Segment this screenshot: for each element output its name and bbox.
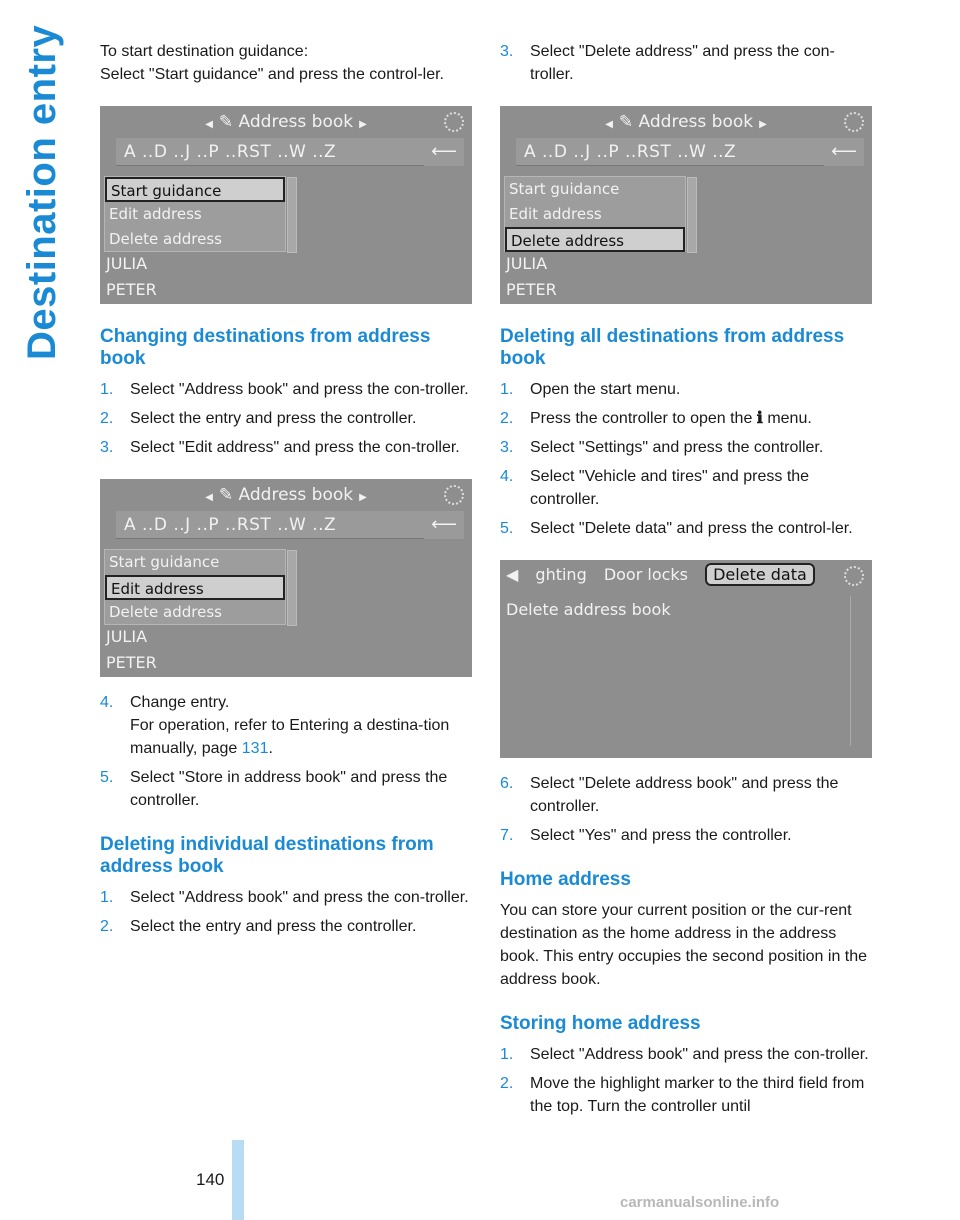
step-item <box>500 465 875 511</box>
screen-title-text: Address book <box>238 112 354 132</box>
screen-title <box>500 112 872 132</box>
back-arrow-icon: ⟵ <box>424 511 464 539</box>
list-entry-julia: JULIA <box>106 627 148 646</box>
arrow-right-icon: ▶ <box>759 119 767 130</box>
step-text: Change entry. <box>130 694 230 711</box>
menu-scrollbar <box>287 177 297 253</box>
list-entry-peter: PETER <box>106 280 157 299</box>
alphabet-bar: A ..D ..J ..P ..RST ..W ..Z <box>116 138 424 166</box>
screen-menu <box>104 176 286 252</box>
step-text: Select "Store in address book" and press the controller. <box>130 769 448 809</box>
step-text: Select "Yes" and press the controller. <box>530 827 792 844</box>
step-number: 5. <box>500 520 514 537</box>
step-item <box>100 436 475 459</box>
heading-deleting-individual: Deleting individual destinations from address book <box>100 834 434 877</box>
step-item <box>500 1072 875 1118</box>
step-number: 2. <box>500 410 514 427</box>
step-text: Select "Delete address" and press the con-troller. <box>530 43 835 83</box>
step-number: 1. <box>500 381 514 398</box>
screen-menu <box>504 176 686 252</box>
step-text: Move the highlight marker to the third field from the top. Turn the controller until <box>530 1075 865 1115</box>
step-item <box>500 407 875 430</box>
screen-title-text: Address book <box>238 485 354 505</box>
step-number: 5. <box>100 769 114 786</box>
menu-scrollbar <box>287 550 297 626</box>
menu-item-edit-address: Edit address <box>509 205 602 223</box>
steps-deleting-individual-cont <box>500 40 875 86</box>
tab-delete-data: Delete data <box>705 563 815 586</box>
list-entry-peter: PETER <box>106 653 157 672</box>
screen-delete-data <box>500 560 872 758</box>
step-number: 3. <box>500 439 514 456</box>
step-item <box>100 915 475 938</box>
page-reference-link[interactable]: 131 <box>241 740 269 757</box>
side-chapter-title-text: Destination entry <box>20 24 64 360</box>
step-number: 3. <box>500 43 514 60</box>
heading-deleting-all: Deleting all destinations from address book <box>500 326 845 369</box>
controller-icon <box>444 112 464 132</box>
steps-deleting-all-cont <box>500 772 875 847</box>
arrow-left-icon: ◀ <box>205 492 213 503</box>
step-text: Select "Vehicle and tires" and press the controller. <box>530 468 810 508</box>
step-number: 3. <box>100 439 114 456</box>
screen-title-text: Address book <box>638 112 754 132</box>
step-item <box>500 824 875 847</box>
step-text: Select "Address book" and press the con-troller. <box>130 381 469 398</box>
step-item <box>100 766 475 812</box>
step-number: 6. <box>500 775 514 792</box>
arrow-left-icon: ◀ <box>205 119 213 130</box>
step-number: 4. <box>100 694 114 711</box>
step-number: 2. <box>100 410 114 427</box>
step-text: Select "Settings" and press the controller. <box>530 439 824 456</box>
step-text: Select "Edit address" and press the con-troller. <box>130 439 460 456</box>
steps-storing-home <box>500 1043 875 1118</box>
step-number: 1. <box>100 381 114 398</box>
heading-changing-destinations: Changing destinations from address book <box>100 326 431 369</box>
step-item <box>500 772 875 818</box>
step-item <box>100 378 475 401</box>
book-icon: ✎ <box>218 485 239 505</box>
menu-item-edit-address: Edit address <box>105 575 285 600</box>
home-address-text: You can store your current position or the cur-rent destination as the home address in the address book. This entry occupies the second position in the address book. <box>500 902 868 988</box>
left-column <box>100 40 475 944</box>
step-text: Select the entry and press the controller. <box>130 410 417 427</box>
step-text: Select "Delete data" and press the control-ler. <box>530 520 853 537</box>
step-item <box>100 691 475 760</box>
arrow-right-icon: ▶ <box>359 492 367 503</box>
page-number: 140 <box>196 1170 225 1189</box>
settings-tabs <box>500 560 872 592</box>
alphabet-bar: A ..D ..J ..P ..RST ..W ..Z <box>516 138 824 166</box>
arrow-left-icon: ◀ <box>506 565 519 584</box>
screen-address-book-edit <box>100 479 472 677</box>
book-icon: ✎ <box>218 112 239 132</box>
screen-title <box>100 485 472 505</box>
step-subtext: For operation, refer to Entering a destina-tion manually, page <box>130 717 450 757</box>
arrow-left-icon: ◀ <box>605 119 613 130</box>
steps-deleting-all <box>500 378 875 540</box>
back-arrow-icon: ⟵ <box>824 138 864 166</box>
back-arrow-icon: ⟵ <box>424 138 464 166</box>
alphabet-bar: A ..D ..J ..P ..RST ..W ..Z <box>116 511 424 539</box>
menu-scrollbar <box>687 177 697 253</box>
step-item <box>500 378 875 401</box>
screen-address-book-start <box>100 106 472 304</box>
menu-item-delete-address: Delete address <box>505 227 685 252</box>
list-entry-julia: JULIA <box>506 254 548 273</box>
scrollbar <box>850 596 864 746</box>
step-text: Select "Delete address book" and press the controller. <box>530 775 839 815</box>
step-item <box>500 1043 875 1066</box>
heading-storing-home-address: Storing home address <box>500 1013 701 1034</box>
book-icon: ✎ <box>618 112 639 132</box>
step-item <box>500 40 875 86</box>
step-item <box>100 407 475 430</box>
intro-line-1: To start destination guidance: <box>100 43 309 60</box>
delete-address-book-row: Delete address book <box>506 600 671 619</box>
step-text: Select the entry and press the controller. <box>130 918 417 935</box>
step-number: 4. <box>500 468 514 485</box>
menu-item-start-guidance: Start guidance <box>509 180 620 198</box>
right-column <box>500 40 875 1124</box>
step-number: 2. <box>500 1075 514 1092</box>
step-item <box>500 436 875 459</box>
steps-changing <box>100 378 475 459</box>
menu-item-edit-address: Edit address <box>109 205 202 223</box>
step-number: 1. <box>500 1046 514 1063</box>
list-entry-julia: JULIA <box>106 254 148 273</box>
menu-item-delete-address: Delete address <box>109 230 222 248</box>
info-icon: ℹ <box>756 410 763 427</box>
intro-line-2: Select "Start guidance" and press the control-ler. <box>100 66 444 83</box>
step-text: Select "Address book" and press the con-troller. <box>130 889 469 906</box>
menu-item-delete-address: Delete address <box>109 603 222 621</box>
step-number: 7. <box>500 827 514 844</box>
tab-door-locks: Door locks <box>603 565 689 584</box>
tab-lighting: ghting <box>535 565 587 584</box>
screen-address-book-delete <box>500 106 872 304</box>
page-bar <box>232 1140 244 1220</box>
step-text: Select "Address book" and press the con-troller. <box>530 1046 869 1063</box>
steps-changing-cont <box>100 691 475 812</box>
step-number: 1. <box>100 889 114 906</box>
side-chapter-title <box>20 24 66 360</box>
step-subtext-end: . <box>268 740 273 757</box>
step-item <box>500 517 875 540</box>
screen-title <box>100 112 472 132</box>
menu-item-start-guidance: Start guidance <box>109 553 220 571</box>
screen-menu <box>104 549 286 625</box>
step-text-end: menu. <box>762 410 812 427</box>
list-entry-peter: PETER <box>506 280 557 299</box>
controller-icon <box>844 112 864 132</box>
arrow-right-icon: ▶ <box>359 119 367 130</box>
controller-icon <box>444 485 464 505</box>
steps-deleting-individual <box>100 886 475 938</box>
step-text: Press the controller to open the <box>530 410 757 427</box>
info-icon <box>844 566 864 586</box>
menu-item-start-guidance: Start guidance <box>105 177 285 202</box>
step-item <box>100 886 475 909</box>
heading-home-address: Home address <box>500 869 631 890</box>
watermark: carmanualsonline.info <box>620 1194 780 1211</box>
step-text: Open the start menu. <box>530 381 681 398</box>
step-number: 2. <box>100 918 114 935</box>
